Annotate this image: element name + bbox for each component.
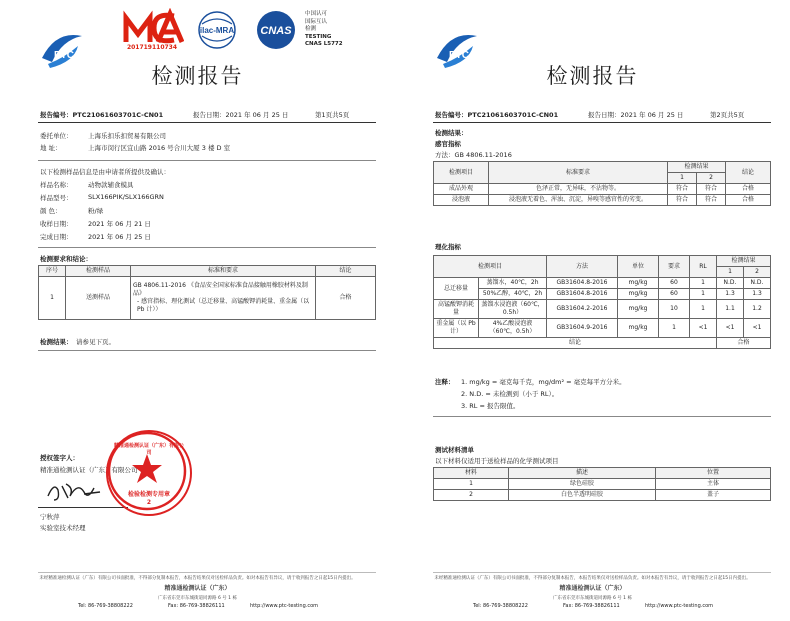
cell: N.D. bbox=[744, 278, 771, 289]
seal-subtext: 检验检测专用章 bbox=[127, 491, 170, 498]
cell: mg/kg bbox=[618, 289, 659, 300]
sensory-table bbox=[433, 161, 771, 206]
client-label: 委托单位： bbox=[40, 132, 73, 140]
method-label: 方法：GB 4806.11-2016 bbox=[435, 151, 512, 159]
table-row bbox=[434, 479, 771, 490]
cell: GB31604.8-2016 bbox=[547, 289, 618, 300]
cell: 1 bbox=[659, 319, 690, 338]
cell: 绿色硅胶 bbox=[509, 479, 656, 490]
cnas-line: CNAS L5772 bbox=[305, 41, 343, 47]
footer-fax: Fax: 86-769-38826111 bbox=[168, 603, 225, 609]
table-row bbox=[434, 289, 771, 300]
report-page-2 bbox=[395, 0, 790, 621]
col-header: 单位 bbox=[618, 256, 659, 278]
col-header: 方法 bbox=[547, 256, 618, 278]
footer-website[interactable]: http://www.ptc-testing.com bbox=[250, 603, 319, 609]
client-value: 上海乐扣乐扣贸易有限公司 bbox=[88, 132, 166, 140]
phys-title: 理化指标 bbox=[435, 243, 461, 251]
received-date-value: 2021 年 06 月 21 日 bbox=[88, 220, 151, 228]
footer-divider bbox=[38, 572, 376, 573]
col-header: 检测结果 bbox=[668, 162, 726, 173]
col-header: 标准和要求 bbox=[131, 266, 316, 277]
table-row bbox=[39, 277, 376, 320]
sensory-title: 感官指标 bbox=[435, 140, 461, 148]
cell: 合格 bbox=[726, 184, 771, 195]
cell: 符合 bbox=[697, 184, 726, 195]
cell: 2 bbox=[434, 490, 509, 501]
cell: mg/kg bbox=[618, 319, 659, 338]
cell: 浸泡液 bbox=[434, 195, 489, 206]
cma-code: 201719110734 bbox=[126, 44, 178, 51]
materials-table bbox=[433, 467, 771, 501]
table-row bbox=[434, 278, 771, 289]
report-title: 检测报告 bbox=[151, 64, 244, 88]
materials-title: 测试材料清单 bbox=[435, 446, 474, 454]
page-number: 第1页共5页 bbox=[315, 111, 350, 119]
report-number: 报告编号：PTC21061603701C-CN01 bbox=[40, 111, 164, 119]
cell: 符合 bbox=[668, 184, 697, 195]
col-header: 检测项目 bbox=[434, 162, 489, 184]
col-header: 序号 bbox=[39, 266, 66, 277]
seal-number: 2 bbox=[146, 499, 152, 506]
report-date: 报告日期：2021 年 06 月 25 日 bbox=[588, 111, 684, 119]
signature bbox=[44, 478, 104, 504]
cell: 1 bbox=[690, 289, 717, 300]
sample-info-intro: 以下检测样品信息是由申请者所提供及确认： bbox=[40, 168, 170, 176]
color-value: 粉/绿 bbox=[88, 207, 104, 215]
col-header: 要求 bbox=[659, 256, 690, 278]
completed-date-value: 2021 年 06 月 25 日 bbox=[88, 233, 151, 241]
cell: GB31604.8-2016 bbox=[547, 278, 618, 289]
sample-name-value: 动物款辅食模具 bbox=[88, 181, 134, 189]
cell: 合格 bbox=[726, 195, 771, 206]
color-label: 颜 色： bbox=[40, 207, 62, 215]
table-row bbox=[434, 300, 771, 319]
page-number: 第2页共5页 bbox=[710, 111, 745, 119]
conclusion-label: 结论 bbox=[434, 338, 717, 349]
footer-address: 广东省东莞市东城街道同源路 6 号 1 栋 bbox=[553, 596, 632, 601]
svg-text:PTC: PTC bbox=[54, 50, 74, 61]
standard-line: GB 4806.11-2016 《食品安全国家标准食品接触用橡胶材料及制品》 bbox=[133, 282, 308, 297]
col-subheader: 1 bbox=[668, 173, 697, 184]
svg-text:PTC: PTC bbox=[449, 50, 469, 61]
result-label: 检测结果： bbox=[40, 338, 73, 346]
received-date-label: 收样日期： bbox=[40, 220, 73, 228]
cell: 蒸馏水浸泡液（60℃，0.5h） bbox=[479, 300, 547, 319]
col-subheader: 2 bbox=[744, 267, 771, 278]
cell: 总迁移量 bbox=[434, 278, 479, 300]
cell: 1.1 bbox=[717, 300, 744, 319]
seal-text: 精准通检测认证（广东）有限公司 bbox=[113, 443, 184, 456]
report-number: 报告编号：PTC21061603701C-CN01 bbox=[435, 111, 559, 119]
cell: N.D. bbox=[717, 278, 744, 289]
footer-address: 广东省东莞市东城街道同源路 6 号 1 栋 bbox=[158, 596, 237, 601]
cell: 浸泡液无着色、浑浊、沉淀，异嗅等感官性的劣变。 bbox=[489, 195, 668, 206]
physicochemical-table bbox=[433, 255, 771, 349]
col-header: 结论 bbox=[726, 162, 771, 184]
requirements-table bbox=[38, 265, 376, 320]
col-subheader: 1 bbox=[717, 267, 744, 278]
col-header: RL bbox=[690, 256, 717, 278]
divider bbox=[433, 416, 771, 417]
cell: 高锰酸钾消耗量 bbox=[434, 300, 479, 319]
cnas-accreditation-text bbox=[305, 11, 343, 49]
cell: 1 bbox=[434, 479, 509, 490]
cell: <1 bbox=[690, 319, 717, 338]
sample-model-value: SLX166PIK/SLX166GRN bbox=[88, 193, 164, 201]
cnas-line: 国际互认 bbox=[305, 18, 328, 25]
note-line: 1. mg/kg = 毫克每千克，mg/dm² = 毫克每平方分米。 bbox=[461, 378, 626, 386]
official-seal bbox=[106, 430, 192, 516]
divider bbox=[38, 350, 376, 351]
row-standard bbox=[131, 277, 316, 320]
address-label: 地 址： bbox=[40, 144, 62, 152]
notes-label: 注释： bbox=[435, 378, 455, 386]
col-header: 描述 bbox=[509, 468, 656, 479]
conclusion-value: 合格 bbox=[717, 338, 771, 349]
cnas-line: 检测 bbox=[305, 26, 317, 32]
ilac-mra-logo bbox=[190, 10, 244, 50]
signer-company: 精准通检测认证（广东）有限公司 bbox=[40, 466, 138, 474]
note-line: 2. N.D. = 未检测到（小于 RL）。 bbox=[461, 390, 559, 398]
sample-model-label: 样品型号： bbox=[40, 194, 73, 202]
cell: 1.2 bbox=[744, 300, 771, 319]
footer-tel: Tel: 86-769-38808222 bbox=[78, 603, 133, 609]
cell: GB31604.9-2016 bbox=[547, 319, 618, 338]
footer-divider bbox=[433, 572, 771, 573]
table-row bbox=[434, 338, 771, 349]
col-header: 标准要求 bbox=[489, 162, 668, 184]
cell: 符合 bbox=[697, 195, 726, 206]
cnas-logo bbox=[250, 10, 302, 50]
cell: GB31604.2-2016 bbox=[547, 300, 618, 319]
footer-disclaimer: 未经精准通检测认证（广东）有限公司书面批准，不得部分复制本报告，本报告结果仅对送检样品负责。如对本报告有异议，请于收到报告之日起15日内提出。 bbox=[39, 576, 356, 581]
cell: mg/kg bbox=[618, 278, 659, 289]
cnas-line: TESTING bbox=[305, 33, 332, 40]
sample-name-label: 样品名称： bbox=[40, 181, 73, 189]
col-header: 材料 bbox=[434, 468, 509, 479]
materials-intro: 以下材料仅适用于送检样品的化学测试项目 bbox=[435, 457, 559, 465]
cma-logo bbox=[120, 8, 184, 54]
signer-label: 授权签字人： bbox=[40, 454, 79, 462]
cell: 1.3 bbox=[717, 289, 744, 300]
table-row bbox=[434, 195, 771, 206]
divider bbox=[433, 122, 771, 123]
col-header: 位置 bbox=[656, 468, 771, 479]
cell: 色泽正常，无异味，不沾物等。 bbox=[489, 184, 668, 195]
footer-company: 精准通检测认证（广东） bbox=[164, 585, 231, 592]
cell: 1 bbox=[690, 300, 717, 319]
footer-website[interactable]: http://www.ptc-testing.com bbox=[645, 603, 714, 609]
row-number: 1 bbox=[39, 277, 66, 320]
cell: 成品外观 bbox=[434, 184, 489, 195]
row-sample: 送测样品 bbox=[66, 277, 131, 320]
requirements-title: 检测要求和结论： bbox=[40, 255, 92, 263]
table-row bbox=[434, 184, 771, 195]
divider bbox=[38, 122, 376, 123]
cell: <1 bbox=[744, 319, 771, 338]
footer-company: 精准通检测认证（广东） bbox=[559, 585, 626, 592]
standard-line: - 感官指标、理化测试（总迁移量、高锰酸钾消耗量、重金属（以 Pb 计）） bbox=[137, 298, 310, 313]
cell: mg/kg bbox=[618, 300, 659, 319]
report-date: 报告日期：2021 年 06 月 25 日 bbox=[193, 111, 289, 119]
result-value: 请参见下页。 bbox=[76, 338, 115, 346]
svg-text:CNAS: CNAS bbox=[260, 25, 292, 37]
signer-name: 宁秋萍 bbox=[40, 513, 60, 521]
footer-fax: Fax: 86-769-38826111 bbox=[563, 603, 620, 609]
footer-tel: Tel: 86-769-38808222 bbox=[473, 603, 528, 609]
col-subheader: 2 bbox=[697, 173, 726, 184]
signer-title: 实验室技术经理 bbox=[40, 524, 86, 532]
svg-text:ilac-MRA: ilac-MRA bbox=[199, 26, 235, 35]
col-header: 结论 bbox=[316, 266, 376, 277]
col-header: 检测结果 bbox=[717, 256, 771, 267]
cell: 60 bbox=[659, 289, 690, 300]
completed-date-label: 完成日期： bbox=[40, 233, 73, 241]
report-title: 检测报告 bbox=[546, 64, 639, 88]
cell: 主体 bbox=[656, 479, 771, 490]
cell: <1 bbox=[717, 319, 744, 338]
col-header: 检测项目 bbox=[434, 256, 547, 278]
cell: 1.3 bbox=[744, 289, 771, 300]
divider bbox=[38, 160, 376, 161]
cell: 盖子 bbox=[656, 490, 771, 501]
divider bbox=[38, 247, 376, 248]
cell: 50%乙醇，40℃，2h bbox=[479, 289, 547, 300]
cell: 白色半透明硅胶 bbox=[509, 490, 656, 501]
results-label: 检测结果： bbox=[435, 129, 468, 137]
cell: 重金属（以 Pb 计） bbox=[434, 319, 479, 338]
cell: 蒸馏水，40℃，2h bbox=[479, 278, 547, 289]
col-header: 检测样品 bbox=[66, 266, 131, 277]
cell: 4%乙酸浸泡液（60℃，0.5h） bbox=[479, 319, 547, 338]
table-row bbox=[434, 319, 771, 338]
cnas-line: 中国认可 bbox=[305, 11, 328, 17]
cell: 10 bbox=[659, 300, 690, 319]
cell: 60 bbox=[659, 278, 690, 289]
footer-disclaimer: 未经精准通检测认证（广东）有限公司书面批准，不得部分复制本报告，本报告结果仅对送检样品负责。如对本报告有异议，请于收到报告之日起15日内提出。 bbox=[434, 576, 751, 581]
cell: 1 bbox=[690, 278, 717, 289]
table-row bbox=[434, 490, 771, 501]
address-value: 上海市闵行区宜山路 2016 号合川大厦 3 楼 D 室 bbox=[88, 144, 231, 152]
note-line: 3. RL = 报告限值。 bbox=[461, 402, 520, 410]
cell: 符合 bbox=[668, 195, 697, 206]
row-conclusion: 合格 bbox=[316, 277, 376, 320]
